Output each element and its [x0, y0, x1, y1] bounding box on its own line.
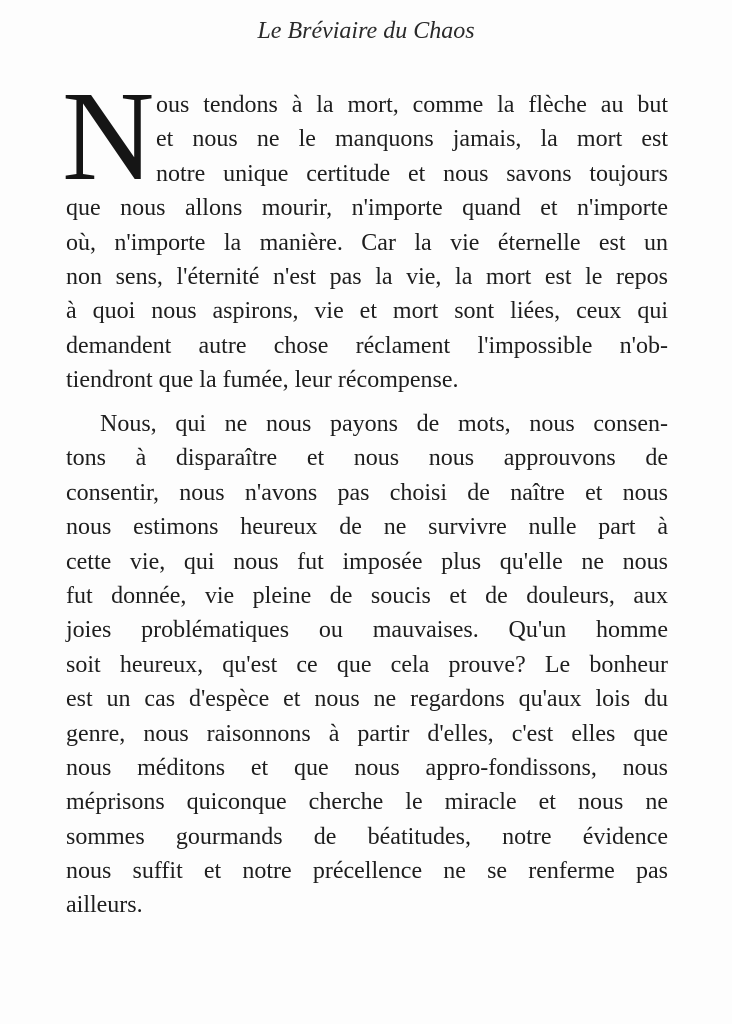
text-line: notre unique certitude et nous savons toujours: [156, 160, 668, 187]
text-line: genre, nous raisonnons à partir d'elles, c'est elles que: [66, 720, 668, 747]
text-line: où, n'importe la manière. Car la vie éternelle est un: [66, 229, 668, 256]
running-header-title: Le Bréviaire du Chaos: [257, 18, 475, 44]
text-line: nous méditons et que nous appro-fondissons, nous: [66, 754, 668, 781]
text-line: sommes gourmands de béatitudes, notre évidence: [66, 823, 668, 850]
text-line: que nous allons mourir, n'importe quand et n'importe: [66, 195, 668, 222]
text-line: ailleurs.: [66, 892, 143, 919]
text-line: est un cas d'espèce et nous ne regardons qu'aux lois du: [66, 686, 668, 713]
text-line: demandent autre chose réclament l'impossible n'ob-: [66, 332, 668, 359]
text-line: consentir, nous n'avons pas choisi de naître et nous: [66, 479, 668, 506]
paragraph-2: [66, 407, 668, 923]
text-line: nous estimons heureux de ne survivre nulle part à: [66, 514, 668, 541]
text-line: à quoi nous aspirons, vie et mort sont liées, ceux qui: [66, 298, 668, 325]
text-line: cette vie, qui nous fut imposée plus qu'elle ne nous: [66, 548, 668, 575]
text-line: soit heureux, qu'est ce que cela prouve? Le bonheur: [66, 651, 668, 678]
text-line: et nous ne le manquons jamais, la mort est: [156, 126, 668, 153]
text-line: ous tendons à la mort, comme la flèche au but: [156, 92, 668, 118]
text-line: tons à disparaître et nous nous approuvons de: [66, 445, 668, 472]
text-line: joies problématiques ou mauvaises. Qu'un homme: [66, 617, 668, 644]
text-line: nous suffit et notre précellence ne se renferme pas: [66, 858, 668, 885]
text-line: tiendront que la fumée, leur récompense.: [66, 367, 459, 394]
text-line: méprisons quiconque cherche le miracle et nous ne: [66, 789, 668, 816]
paragraph-1: [66, 88, 668, 398]
text-line: non sens, l'éternité n'est pas la vie, la mort est le repos: [66, 263, 668, 290]
drop-cap: N: [62, 65, 155, 207]
text-line: Nous, qui ne nous payons de mots, nous consen-: [100, 411, 668, 437]
text-line: fut donnée, vie pleine de soucis et de douleurs, aux: [66, 582, 668, 609]
